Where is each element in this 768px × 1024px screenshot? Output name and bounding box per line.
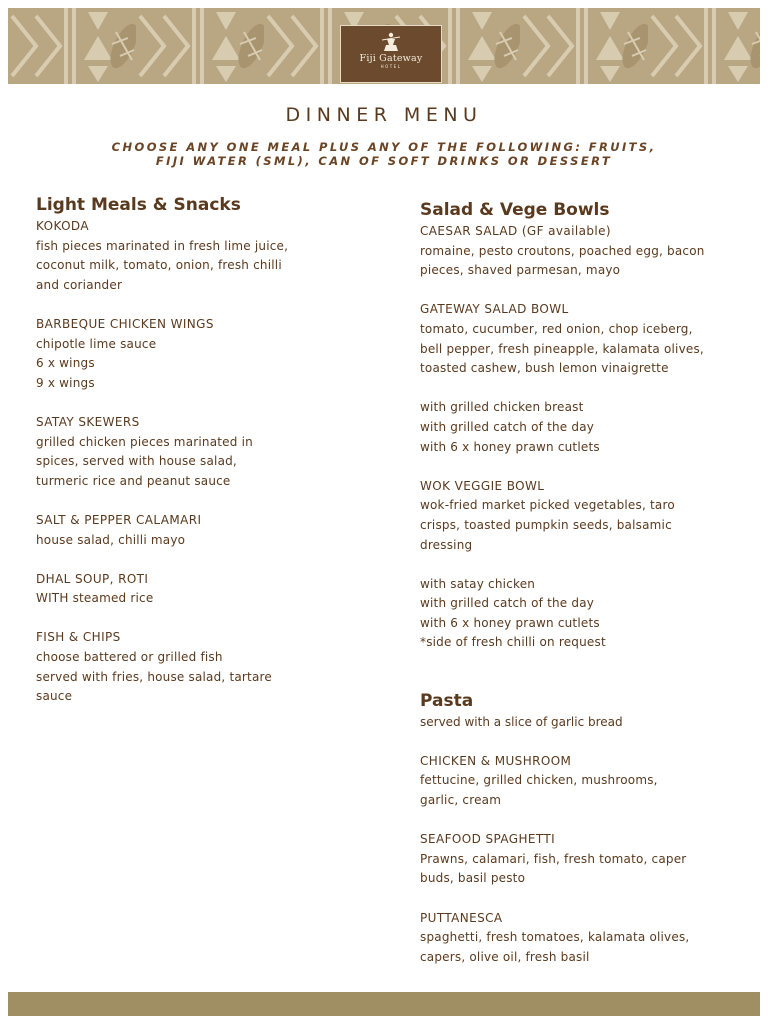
menu-item-description: with 6 x honey prawn cutlets — [420, 439, 600, 454]
menu-item-description: dressing — [420, 537, 473, 552]
menu-item-description: buds, basil pesto — [420, 871, 526, 886]
menu-item — [420, 398, 750, 457]
menu-item-description: fish pieces marinated in fresh lime juice, — [36, 238, 289, 253]
menu-item — [36, 217, 366, 295]
instructions-line: FIJI WATER (SML), CAN OF SOFT DRINKS OR DESSERT — [155, 154, 613, 168]
menu-item-description: spaghetti, fresh tomatoes, kalamata olives, — [420, 930, 690, 945]
menu-item-description: 6 x wings — [36, 356, 95, 371]
menu-item-description: toasted cashew, bush lemon vinaigrette — [420, 361, 669, 376]
salad-bowls-list — [420, 222, 750, 653]
menu-item-description: with grilled catch of the day — [420, 596, 595, 611]
menu-item-description: and coriander — [36, 277, 123, 292]
menu-item — [420, 830, 750, 889]
menu-instructions — [0, 140, 768, 168]
logo-subtitle: HOTEL — [380, 64, 402, 69]
menu-item — [420, 222, 750, 281]
menu-item-description: *side of fresh chilli on request — [420, 635, 606, 650]
menu-item-description: with grilled catch of the day — [420, 419, 595, 434]
instructions-line: CHOOSE ANY ONE MEAL PLUS ANY OF THE FOLLOWING: FRUITS, — [111, 140, 657, 154]
menu-item-description: Prawns, calamari, fish, fresh tomato, caper — [420, 851, 687, 866]
pasta-list — [420, 752, 750, 968]
menu-item-description: pieces, shaved parmesan, mayo — [420, 263, 621, 278]
menu-item-description: romaine, pesto croutons, poached egg, bacon — [420, 243, 705, 258]
menu-item — [36, 570, 366, 609]
menu-item-name: CAESAR SALAD (GF available) — [420, 224, 611, 238]
menu-item-name: CHICKEN & MUSHROOM — [420, 753, 572, 768]
menu-item-name: PUTTANESCA — [420, 910, 503, 925]
left-column — [36, 193, 366, 726]
menu-item-name: FISH & CHIPS — [36, 630, 121, 645]
pasta-note: served with a slice of garlic bread — [420, 714, 623, 729]
menu-item — [36, 315, 366, 393]
menu-item-name: SEAFOOD SPAGHETTI — [420, 832, 556, 847]
menu-item-description: WITH steamed rice — [36, 591, 154, 606]
menu-item — [420, 909, 750, 968]
footer-bar — [8, 992, 760, 1016]
page-title: DINNER MENU — [285, 104, 483, 126]
menu-item — [36, 628, 366, 706]
menu-item-description: with satay chicken — [420, 576, 536, 591]
menu-item-description: wok-fried market picked vegetables, taro — [420, 498, 675, 513]
menu-item-name: KOKODA — [36, 219, 89, 233]
menu-item-name: DHAL SOUP, ROTI — [36, 571, 149, 586]
menu-item-description: crisps, toasted pumpkin seeds, balsamic — [420, 517, 672, 532]
menu-item — [420, 300, 750, 378]
menu-item-description: tomato, cucumber, red onion, chop iceberg, — [420, 321, 693, 336]
section-heading-salad-bowls: Salad & Vege Bowls — [420, 200, 610, 220]
menu-item-description: garlic, cream — [420, 793, 502, 808]
header-banner — [8, 8, 760, 84]
menu-item — [36, 413, 366, 491]
menu-item-description: house salad, chilli mayo — [36, 532, 186, 547]
menu-item-description: served with fries, house salad, tartare — [36, 669, 272, 684]
menu-item-description: grilled chicken pieces marinated in — [36, 434, 253, 449]
menu-item — [420, 477, 750, 555]
menu-item-description: bell pepper, fresh pineapple, kalamata olives, — [420, 341, 704, 356]
menu-item — [420, 575, 750, 653]
menu-item-name: SATAY SKEWERS — [36, 414, 140, 429]
menu-item-name: WOK VEGGIE BOWL — [420, 478, 545, 493]
menu-item-description: with grilled chicken breast — [420, 400, 584, 415]
hotel-logo — [340, 25, 442, 83]
menu-item-description: sauce — [36, 689, 73, 704]
menu-item-description: spices, served with house salad, — [36, 454, 237, 469]
menu-item-description: chipotle lime sauce — [36, 336, 157, 351]
menu-item-description: fettucine, grilled chicken, mushrooms, — [420, 773, 658, 788]
menu-item — [420, 752, 750, 811]
warrior-figure-icon — [380, 31, 402, 53]
menu-item-name: GATEWAY SALAD BOWL — [420, 302, 569, 317]
menu-item-name: SALT & PEPPER CALAMARI — [36, 512, 202, 527]
light-meals-list — [36, 217, 366, 707]
menu-item — [36, 511, 366, 550]
section-heading-light-meals: Light Meals & Snacks — [36, 195, 241, 215]
logo-name: Fiji Gateway — [359, 53, 423, 64]
menu-item-description: capers, olive oil, fresh basil — [420, 949, 590, 964]
section-heading-pasta: Pasta — [420, 690, 474, 711]
menu-item-name: BARBEQUE CHICKEN WINGS — [36, 316, 214, 331]
menu-item-description: coconut milk, tomato, onion, fresh chilli — [36, 258, 282, 273]
right-column — [420, 198, 750, 987]
menu-item-description: choose battered or grilled fish — [36, 650, 223, 665]
menu-item-description: with 6 x honey prawn cutlets — [420, 615, 600, 630]
menu-item-description: 9 x wings — [36, 375, 95, 390]
menu-item-description: turmeric rice and peanut sauce — [36, 473, 231, 488]
